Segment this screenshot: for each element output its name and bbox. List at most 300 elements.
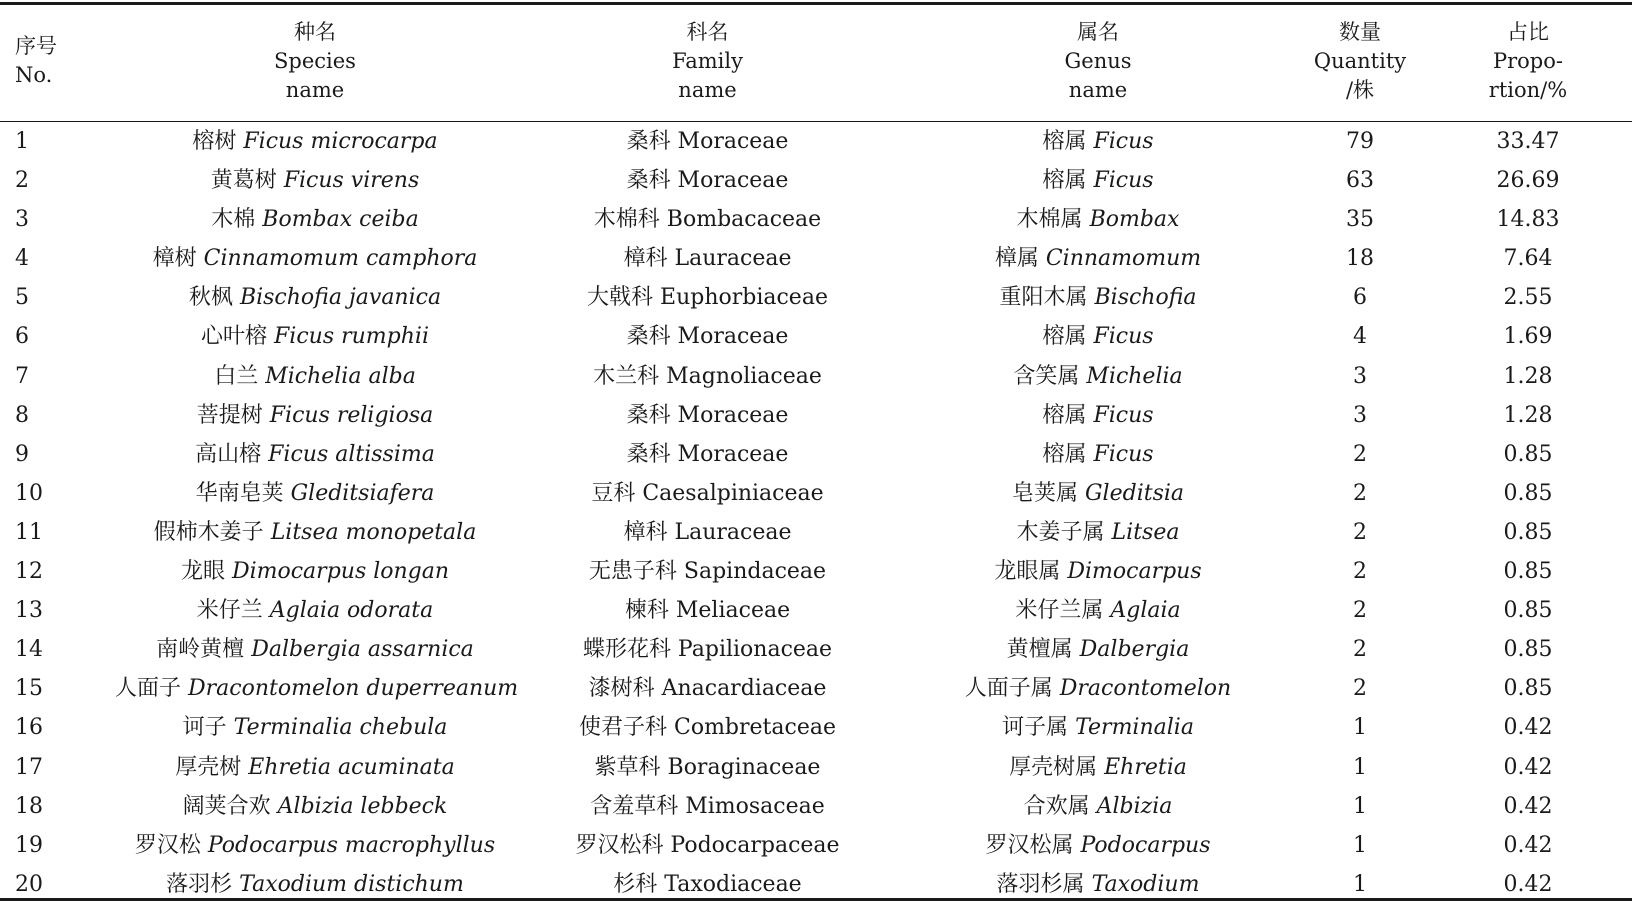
quantity-text: 1	[1353, 754, 1367, 780]
cell-family	[520, 122, 895, 161]
cell-family	[520, 669, 895, 708]
no-text: 11	[15, 519, 43, 545]
cell-proportion	[1478, 708, 1578, 747]
genus-cn: 厚壳树属	[1009, 754, 1098, 780]
cell-species	[115, 630, 515, 669]
proportion-text: 0.85	[1503, 676, 1553, 702]
quantity-text: 1	[1353, 715, 1367, 741]
header-genus-cn: 属名	[1077, 20, 1119, 44]
family-text: 含羞草科 Mimosaceae	[590, 793, 825, 819]
genus-latin: Dimocarpus	[1067, 559, 1202, 585]
header-species-en2: name	[285, 78, 345, 102]
proportion-text: 1.28	[1503, 402, 1553, 428]
cell-family	[520, 396, 895, 435]
table-row	[0, 161, 1632, 200]
quantity-text: 1	[1353, 832, 1367, 858]
genus-latin: Albizia	[1096, 793, 1173, 819]
genus-cn: 人面子属	[964, 676, 1053, 702]
genus-latin: Bombax	[1089, 207, 1180, 233]
proportion-text: 0.85	[1503, 519, 1553, 545]
table-row	[0, 708, 1632, 747]
family-text: 罗汉松科 Podocarpaceae	[575, 832, 840, 858]
quantity-text: 2	[1353, 598, 1367, 624]
cell-no	[15, 708, 95, 747]
genus-latin: Michelia	[1086, 363, 1183, 389]
header-quantity-cn: 数量	[1339, 20, 1381, 44]
genus-cn: 合欢属	[1023, 793, 1090, 819]
genus-cn: 榕属	[1042, 324, 1087, 350]
cell-species	[115, 474, 515, 513]
table-row	[0, 552, 1632, 591]
table-row	[0, 200, 1632, 239]
genus-latin: Ficus	[1093, 168, 1154, 194]
cell-family	[520, 357, 895, 396]
cell-species	[115, 396, 515, 435]
no-text: 5	[15, 285, 29, 311]
cell-family	[520, 513, 895, 552]
no-text: 3	[15, 207, 29, 233]
cell-no	[15, 552, 95, 591]
cell-species	[115, 513, 515, 552]
species-latin: Litsea monopetala	[270, 519, 477, 545]
header-genus	[912, 18, 1284, 105]
proportion-text: 0.85	[1503, 637, 1553, 663]
species-cn: 阔荚合欢	[182, 793, 271, 819]
genus-cn: 木棉属	[1016, 207, 1083, 233]
table-row	[0, 826, 1632, 865]
family-text: 使君子科 Combretaceae	[579, 715, 836, 741]
cell-genus	[912, 513, 1284, 552]
proportion-text: 1.28	[1503, 363, 1553, 389]
cell-species	[115, 552, 515, 591]
quantity-text: 18	[1346, 246, 1374, 272]
header-family-cn: 科名	[686, 20, 729, 44]
cell-genus	[912, 787, 1284, 826]
cell-no	[15, 317, 95, 356]
no-text: 15	[15, 676, 43, 702]
family-text: 樟科 Lauraceae	[623, 246, 792, 272]
no-text: 18	[15, 793, 43, 819]
genus-cn: 樟属	[994, 246, 1039, 272]
cell-quantity	[1305, 552, 1415, 591]
genus-cn: 落羽杉属	[996, 871, 1085, 897]
cell-no	[15, 122, 95, 161]
cell-proportion	[1478, 396, 1578, 435]
cell-proportion	[1478, 474, 1578, 513]
cell-quantity	[1305, 474, 1415, 513]
cell-proportion	[1478, 161, 1578, 200]
cell-no	[15, 278, 95, 317]
genus-latin: Ficus	[1093, 441, 1154, 467]
cell-proportion	[1478, 748, 1578, 787]
cell-species	[115, 826, 515, 865]
no-text: 14	[15, 637, 43, 663]
proportion-text: 0.85	[1503, 559, 1553, 585]
table-row	[0, 435, 1632, 474]
cell-quantity	[1305, 787, 1415, 826]
species-latin: Bombax ceiba	[262, 207, 419, 233]
cell-quantity	[1305, 513, 1415, 552]
cell-proportion	[1478, 357, 1578, 396]
cell-genus	[912, 435, 1284, 474]
cell-quantity	[1305, 200, 1415, 239]
species-latin: Gleditsiafera	[290, 480, 435, 506]
proportion-text: 7.64	[1503, 246, 1553, 272]
species-latin: Dalbergia assarnica	[251, 637, 474, 663]
quantity-text: 3	[1353, 402, 1367, 428]
cell-proportion	[1478, 552, 1578, 591]
cell-genus	[912, 591, 1284, 630]
cell-proportion	[1478, 278, 1578, 317]
species-cn: 人面子	[115, 676, 182, 702]
table-row	[0, 787, 1632, 826]
header-species-en1: Species	[274, 49, 356, 73]
cell-proportion	[1478, 200, 1578, 239]
quantity-text: 2	[1353, 519, 1367, 545]
cell-genus	[912, 396, 1284, 435]
proportion-text: 0.42	[1503, 754, 1553, 780]
species-latin: Terminalia chebula	[233, 715, 448, 741]
cell-no	[15, 200, 95, 239]
species-latin: Cinnamomum camphora	[203, 246, 478, 272]
no-text: 19	[15, 832, 43, 858]
family-text: 桑科 Moraceae	[626, 441, 789, 467]
cell-genus	[912, 122, 1284, 161]
cell-species	[115, 669, 519, 708]
family-text: 豆科 Caesalpiniaceae	[591, 480, 824, 506]
table-row	[0, 278, 1632, 317]
cell-no	[15, 513, 95, 552]
proportion-text: 1.69	[1503, 324, 1553, 350]
proportion-text: 0.42	[1503, 793, 1553, 819]
no-text: 2	[15, 168, 29, 194]
cell-species	[115, 591, 515, 630]
cell-quantity	[1305, 357, 1415, 396]
cell-family	[520, 317, 895, 356]
cell-genus	[912, 317, 1284, 356]
quantity-text: 2	[1353, 441, 1367, 467]
genus-latin: Taxodium	[1091, 871, 1200, 897]
species-cn: 黄葛树	[210, 168, 277, 194]
proportion-text: 0.85	[1503, 441, 1553, 467]
species-cn: 榕树	[192, 129, 237, 154]
genus-latin: Aglaia	[1110, 598, 1181, 624]
header-proportion-en2: rtion/%	[1488, 78, 1568, 102]
quantity-text: 2	[1353, 676, 1367, 702]
family-text: 桑科 Moraceae	[626, 324, 789, 350]
proportion-text: 2.55	[1503, 285, 1553, 311]
cell-species	[115, 278, 515, 317]
genus-latin: Terminalia	[1075, 715, 1194, 741]
cell-species	[115, 200, 515, 239]
cell-no	[15, 435, 95, 474]
cell-proportion	[1478, 317, 1578, 356]
proportion-text: 0.85	[1503, 598, 1553, 624]
cell-no	[15, 396, 95, 435]
species-cn: 米仔兰	[196, 598, 263, 624]
species-cn: 南岭黄檀	[156, 637, 245, 663]
species-cn: 落羽杉	[166, 871, 233, 897]
no-text: 17	[15, 754, 43, 780]
species-cn: 高山榕	[195, 441, 262, 467]
cell-species	[115, 435, 515, 474]
cell-quantity	[1305, 826, 1415, 865]
genus-latin: Bischofia	[1094, 285, 1197, 311]
cell-genus	[912, 826, 1284, 865]
species-cn: 罗汉松	[134, 832, 201, 858]
proportion-text: 26.69	[1496, 168, 1560, 194]
header-no-en: No.	[15, 63, 53, 87]
cell-proportion	[1478, 787, 1578, 826]
species-latin: Dracontomelon duperreanum	[188, 676, 519, 702]
species-cn: 樟树	[152, 246, 197, 272]
genus-cn: 龙眼属	[994, 559, 1061, 585]
no-text: 4	[15, 246, 29, 272]
genus-latin: Ficus	[1093, 402, 1154, 428]
quantity-text: 4	[1353, 324, 1367, 350]
no-text: 20	[15, 871, 43, 897]
no-text: 6	[15, 324, 29, 350]
cell-species	[115, 787, 515, 826]
cell-genus	[912, 630, 1284, 669]
table-row	[0, 669, 1632, 708]
family-text: 楝科 Meliaceae	[624, 598, 791, 624]
cell-family	[520, 826, 895, 865]
cell-species	[115, 357, 515, 396]
proportion-text: 0.85	[1503, 480, 1553, 506]
cell-no	[15, 826, 95, 865]
header-proportion-en1: Propo-	[1493, 49, 1563, 73]
species-cn: 厚壳树	[175, 754, 242, 780]
cell-no	[15, 474, 95, 513]
table-header	[0, 18, 1632, 108]
no-text: 16	[15, 715, 43, 741]
table-top-rule	[0, 2, 1632, 5]
species-latin: Michelia alba	[265, 363, 416, 389]
cell-genus	[912, 200, 1284, 239]
species-cn: 龙眼	[180, 559, 225, 585]
cell-genus	[912, 239, 1284, 278]
quantity-text: 63	[1346, 168, 1374, 194]
family-text: 樟科 Lauraceae	[623, 519, 792, 545]
family-text: 木兰科 Magnoliaceae	[593, 363, 822, 389]
header-family-en1: Family	[672, 49, 743, 73]
cell-quantity	[1305, 630, 1415, 669]
quantity-text: 2	[1353, 637, 1367, 663]
cell-family	[520, 278, 895, 317]
species-latin: Ficus microcarpa	[243, 129, 438, 154]
genus-latin: Dalbergia	[1079, 637, 1190, 663]
cell-proportion	[1478, 591, 1578, 630]
quantity-text: 35	[1346, 207, 1374, 233]
table-row	[0, 591, 1632, 630]
genus-latin: Cinnamomum	[1045, 246, 1202, 272]
genus-cn: 榕属	[1042, 168, 1087, 194]
cell-proportion	[1478, 122, 1578, 161]
cell-no	[15, 630, 95, 669]
header-genus-en2: name	[1068, 78, 1128, 102]
species-cn: 秋枫	[188, 285, 233, 311]
cell-family	[520, 474, 895, 513]
proportion-text: 33.47	[1496, 129, 1560, 154]
quantity-text: 79	[1346, 129, 1374, 154]
genus-latin: Gleditsia	[1084, 480, 1185, 506]
family-text: 桑科 Moraceae	[626, 168, 789, 194]
species-latin: Bischofia javanica	[239, 285, 442, 311]
cell-family	[520, 591, 895, 630]
table-row	[0, 122, 1632, 161]
cell-species	[115, 748, 515, 787]
quantity-text: 3	[1353, 363, 1367, 389]
header-no	[15, 32, 105, 90]
cell-quantity	[1305, 396, 1415, 435]
header-quantity-en: Quantity	[1313, 49, 1407, 73]
header-no-cn: 序号	[15, 34, 57, 58]
quantity-text: 1	[1353, 793, 1367, 819]
species-latin: Podocarpus macrophyllus	[207, 832, 496, 858]
cell-family	[520, 239, 895, 278]
cell-quantity	[1305, 317, 1415, 356]
header-family-en2: name	[678, 78, 737, 102]
table-row	[0, 317, 1632, 356]
cell-genus	[912, 708, 1284, 747]
family-text: 大戟科 Euphorbiaceae	[587, 285, 828, 311]
cell-family	[520, 708, 895, 747]
cell-proportion	[1478, 239, 1578, 278]
proportion-text: 0.42	[1503, 832, 1553, 858]
cell-genus	[912, 669, 1284, 708]
cell-family	[520, 200, 895, 239]
cell-genus	[912, 161, 1284, 200]
genus-cn: 诃子属	[1002, 715, 1069, 741]
cell-no	[15, 669, 95, 708]
cell-species	[115, 239, 515, 278]
header-proportion-cn: 占比	[1507, 20, 1549, 44]
table-row	[0, 513, 1632, 552]
species-latin: Albizia lebbeck	[277, 793, 448, 819]
quantity-text: 6	[1353, 285, 1367, 311]
cell-proportion	[1478, 513, 1578, 552]
species-latin: Dimocarpus longan	[231, 559, 450, 585]
cell-species	[115, 317, 515, 356]
table-row	[0, 474, 1632, 513]
quantity-text: 2	[1353, 559, 1367, 585]
cell-quantity	[1305, 239, 1415, 278]
genus-cn: 黄檀属	[1006, 637, 1073, 663]
cell-family	[520, 748, 895, 787]
cell-species	[115, 708, 515, 747]
header-proportion	[1478, 18, 1578, 105]
table-bottom-rule	[0, 898, 1632, 901]
cell-no	[15, 161, 95, 200]
genus-latin: Ficus	[1093, 324, 1154, 350]
cell-no	[15, 239, 95, 278]
no-text: 7	[15, 363, 29, 389]
cell-no	[15, 787, 95, 826]
genus-cn: 木姜子属	[1016, 519, 1105, 545]
no-text: 10	[15, 480, 43, 506]
header-species-cn: 种名	[294, 20, 336, 44]
table-row	[0, 630, 1632, 669]
no-text: 8	[15, 402, 29, 428]
cell-genus	[912, 552, 1284, 591]
cell-genus	[912, 357, 1284, 396]
header-family	[520, 18, 895, 105]
cell-genus	[912, 748, 1284, 787]
species-latin: Ehretia acuminata	[248, 754, 455, 780]
family-text: 木棉科 Bombacaceae	[593, 207, 822, 233]
species-latin: Ficus rumphii	[274, 324, 429, 350]
quantity-text: 1	[1353, 871, 1367, 897]
table-row	[0, 239, 1632, 278]
genus-cn: 榕属	[1042, 402, 1087, 428]
no-text: 1	[15, 129, 29, 154]
proportion-text: 0.42	[1503, 871, 1553, 897]
cell-quantity	[1305, 669, 1415, 708]
genus-latin: Ficus	[1093, 129, 1154, 154]
cell-quantity	[1305, 591, 1415, 630]
header-quantity-unit: /株	[1345, 78, 1375, 102]
family-text: 无患子科 Sapindaceae	[588, 559, 827, 585]
genus-cn: 米仔兰属	[1015, 598, 1104, 624]
cell-proportion	[1478, 435, 1578, 474]
genus-cn: 重阳木属	[999, 285, 1088, 311]
genus-latin: Ehretia	[1104, 754, 1187, 780]
cell-species	[115, 161, 515, 200]
species-cn: 菩提树	[196, 402, 263, 428]
family-text: 桑科 Moraceae	[626, 129, 789, 154]
cell-no	[15, 591, 95, 630]
cell-quantity	[1305, 708, 1415, 747]
cell-genus	[912, 474, 1284, 513]
species-cn: 心叶榕	[201, 324, 268, 350]
table-row	[0, 748, 1632, 787]
family-text: 杉科 Taxodiaceae	[613, 871, 802, 897]
table-row	[0, 396, 1632, 435]
family-text: 紫草科 Boraginaceae	[594, 754, 821, 780]
genus-latin: Dracontomelon	[1059, 676, 1232, 702]
cell-species	[115, 122, 515, 161]
species-latin: Ficus religiosa	[269, 402, 434, 428]
genus-cn: 榕属	[1042, 129, 1087, 154]
species-latin: Aglaia odorata	[269, 598, 434, 624]
species-cn: 白兰	[214, 363, 259, 389]
genus-cn: 皂荚属	[1011, 480, 1078, 506]
cell-quantity	[1305, 278, 1415, 317]
species-cn: 木棉	[211, 207, 256, 233]
cell-family	[520, 630, 895, 669]
cell-quantity	[1305, 435, 1415, 474]
cell-family	[520, 161, 895, 200]
genus-latin: Litsea	[1111, 519, 1180, 545]
header-quantity	[1305, 18, 1415, 105]
proportion-text: 0.42	[1503, 715, 1553, 741]
genus-cn: 榕属	[1042, 441, 1087, 467]
cell-family	[520, 552, 895, 591]
cell-proportion	[1478, 630, 1578, 669]
species-cn: 华南皂荚	[195, 480, 284, 506]
family-text: 桑科 Moraceae	[626, 402, 789, 428]
genus-latin: Podocarpus	[1080, 832, 1211, 858]
cell-proportion	[1478, 669, 1578, 708]
proportion-text: 14.83	[1496, 207, 1560, 233]
cell-no	[15, 357, 95, 396]
genus-cn: 含笑属	[1013, 363, 1080, 389]
cell-quantity	[1305, 161, 1415, 200]
cell-family	[520, 787, 895, 826]
header-species	[115, 18, 515, 105]
species-latin: Ficus virens	[283, 168, 420, 194]
